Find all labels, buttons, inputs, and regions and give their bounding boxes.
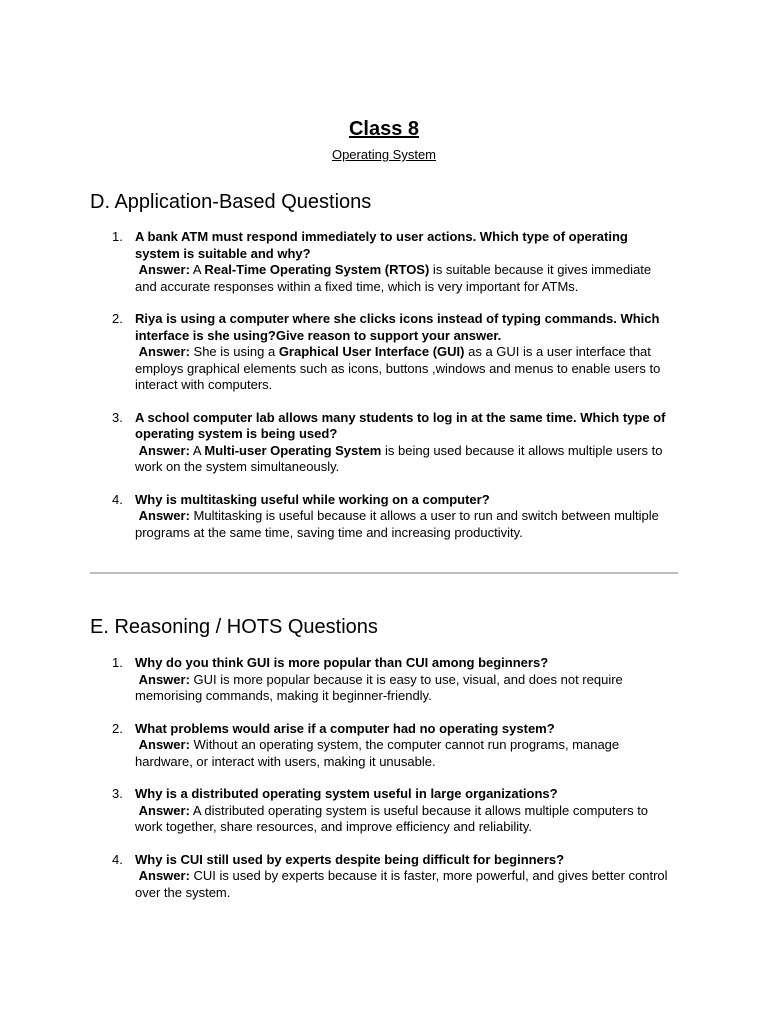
question-text: Why is multitasking useful while working on a computer? <box>135 491 490 507</box>
question-item <box>0 229 768 295</box>
question-text: A school computer lab allows many students to log in at the same time. Which type of operating system is being used? <box>135 409 666 441</box>
answer-text <box>135 868 675 901</box>
answer-text <box>135 803 675 836</box>
question-item <box>0 852 768 902</box>
answer-label: Answer: <box>138 868 190 883</box>
question-text: A bank ATM must respond immediately to user actions. Which type of operating system is suitable and why? <box>135 229 628 261</box>
answer-keyword: Real-Time Operating System (RTOS) <box>204 262 430 277</box>
question-item <box>0 410 768 476</box>
section-divider <box>90 572 678 574</box>
question-text: Why is CUI still used by experts despite being difficult for beginners? <box>135 851 565 867</box>
page-title: Class 8 <box>348 118 420 140</box>
question-body <box>135 229 675 295</box>
answer-label: Answer: <box>138 262 190 277</box>
answer-pre: A <box>189 262 205 277</box>
answer-post: is suitable because it gives immediate and accurate responses within a fixed time, which is very important for ATMs. <box>135 262 652 294</box>
answer-post: as a GUI is a user interface that employs graphical elements such as icons, buttons ,windows and menus to enable users to interact with computers. <box>135 344 661 392</box>
question-text: Riya is using a computer where she clicks icons instead of typing commands. Which interface is she using?Give reason to support your answer. <box>135 311 660 343</box>
section-d-heading: D. Application-Based Questions <box>90 191 372 213</box>
answer-text <box>135 737 675 770</box>
question-number: 1. <box>112 229 123 244</box>
question-number: 4. <box>112 851 123 867</box>
question-body <box>135 852 675 902</box>
question-item <box>0 786 768 836</box>
answer-body: CUI is used by experts because it is faster, more powerful, and gives better control over the system. <box>135 868 668 900</box>
answer-body: A distributed operating system is useful because it allows multiple computers to work together, share resources, and improve efficiency and reliability. <box>135 802 649 834</box>
answer-label: Answer: <box>138 737 190 752</box>
answer-label: Answer: <box>138 802 190 818</box>
answer-text <box>135 443 675 476</box>
answer-post: is being used because it allows multiple users to work on the system simultaneously. <box>135 442 663 474</box>
question-text: What problems would arise if a computer had no operating system? <box>135 720 555 736</box>
answer-body: Multitasking is useful because it allows a user to run and switch between multiple programs at the same time, saving time and increasing productivity. <box>135 508 659 540</box>
answer-keyword: Graphical User Interface (GUI) <box>278 344 465 359</box>
question-item <box>0 311 768 394</box>
answer-text <box>135 508 675 541</box>
question-item <box>0 492 768 542</box>
answer-label: Answer: <box>138 442 190 458</box>
answer-label: Answer: <box>138 508 190 523</box>
question-number: 2. <box>112 311 123 326</box>
question-text: Why do you think GUI is more popular than CUI among beginners? <box>135 655 549 670</box>
answer-pre: A <box>189 442 205 458</box>
answer-text <box>135 344 675 394</box>
question-number: 3. <box>112 409 123 425</box>
answer-pre: She is using a <box>189 344 279 359</box>
question-text: Why is a distributed operating system useful in large organizations? <box>135 786 558 801</box>
answer-body: Without an operating system, the computer cannot run programs, manage hardware, or interact with users, making it unusable. <box>135 737 620 769</box>
question-body <box>135 311 675 394</box>
question-body <box>135 410 675 476</box>
answer-text <box>135 262 675 295</box>
answer-text <box>135 672 675 705</box>
question-number: 1. <box>112 655 123 670</box>
question-item <box>0 721 768 771</box>
page-subtitle: Operating System <box>331 147 437 162</box>
section-d-question-list <box>0 229 768 557</box>
section-e-heading: E. Reasoning / HOTS Questions <box>90 616 378 638</box>
question-number: 3. <box>112 786 123 801</box>
question-number: 4. <box>112 491 123 507</box>
question-number: 2. <box>112 720 123 736</box>
section-e-question-list <box>0 655 768 917</box>
answer-keyword: Multi-user Operating System <box>204 442 382 458</box>
answer-label: Answer: <box>138 671 190 687</box>
question-body <box>135 721 675 771</box>
question-body <box>135 655 675 705</box>
question-body <box>135 492 675 542</box>
question-item <box>0 655 768 705</box>
answer-body: GUI is more popular because it is easy to use, visual, and does not require memorising commands, making it beginner-friendly. <box>135 671 623 703</box>
answer-label: Answer: <box>138 344 190 359</box>
question-body <box>135 786 675 836</box>
